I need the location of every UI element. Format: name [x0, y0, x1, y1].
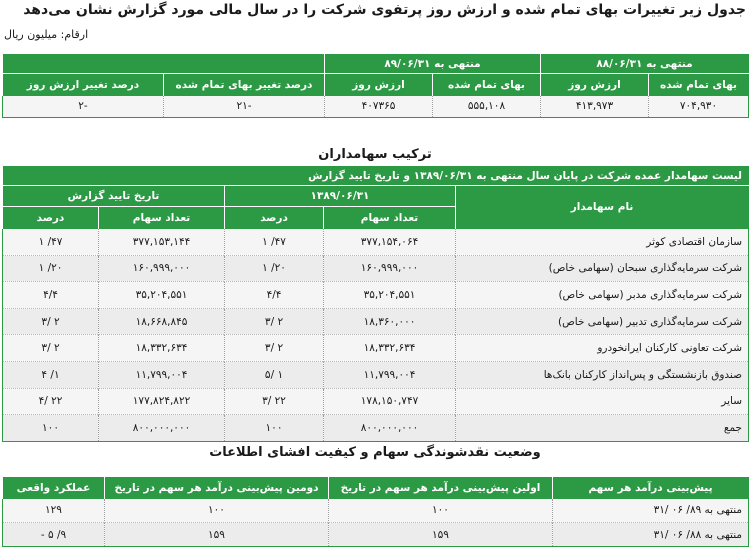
cell: ۱۰۰ — [329, 499, 553, 523]
holder-name: شرکت سرمایه‌گذاری مدبر (سهامی خاص) — [456, 282, 749, 309]
cell: ۱۸,۶۶۸,۸۴۵ — [99, 308, 225, 335]
shares-header-2: تعداد سهام — [99, 207, 225, 229]
portfolio-table — [2, 53, 749, 118]
holder-name: صندوق بازنشستگی و پس‌انداز کارکنان بانک‌ها — [456, 361, 749, 388]
cell: ۲۲ /۴ — [3, 388, 99, 415]
cell: ۱/ ۴ — [3, 361, 99, 388]
cell: ۴۷/ ۱ — [225, 229, 324, 256]
table-row — [3, 335, 749, 362]
cell: ۲ /۳ — [225, 335, 324, 362]
cell: ۴۱۳,۹۷۳ — [541, 96, 649, 118]
cell: ۳۵,۲۰۴,۵۵۱ — [99, 282, 225, 309]
first-forecast-header: اولین پیش‌بینی درآمد هر سهم در تاریخ — [329, 477, 553, 499]
unit-label: ارقام: میلیون ریال — [4, 28, 89, 41]
cost-header-2: بهای تمام شده — [433, 74, 541, 96]
table-row — [3, 282, 749, 309]
percent-header-1: درصد — [225, 207, 324, 229]
cell: ۱۵۹ — [329, 523, 553, 547]
cell: ۸۰۰,۰۰۰,۰۰۰ — [99, 415, 225, 442]
shareholders-heading: ترکیب سهامداران — [318, 147, 432, 162]
cell: ۴/۴ — [225, 282, 324, 309]
cell: ۱۶۰,۹۹۹,۰۰۰ — [99, 255, 225, 282]
cell: ۲۰/ ۱ — [225, 255, 324, 282]
eps-forecast-header: پیش‌بینی درآمد هر سهم — [553, 477, 749, 499]
cell: ۱ /۵ — [225, 361, 324, 388]
change-header-blank — [3, 54, 325, 74]
cell: ۱۸,۳۳۲,۶۳۴ — [324, 335, 456, 362]
cell: ۲ /۳ — [3, 335, 99, 362]
cell: ۱۲۹ — [3, 499, 105, 523]
shareholders-table — [2, 165, 749, 442]
market-header-1: ارزش روز — [541, 74, 649, 96]
holder-name: سایر — [456, 388, 749, 415]
cell: ۱۰۰ — [225, 415, 324, 442]
table-row — [3, 229, 749, 256]
period-2-header: منتهی به ۸۹/۰۶/۳۱ — [325, 54, 541, 74]
period-1-header: منتهی به ۸۸/۰۶/۳۱ — [541, 54, 749, 74]
cell: ۱۰۰ — [105, 499, 329, 523]
cell: ۲ /۳ — [3, 308, 99, 335]
market-header-2: ارزش روز — [325, 74, 433, 96]
holder-name: جمع — [456, 415, 749, 442]
cell: ۴۷/ ۱ — [3, 229, 99, 256]
holder-name: شرکت سرمایه‌گذاری تدبیر (سهامی خاص) — [456, 308, 749, 335]
holder-name: سازمان اقتصادی کوثر — [456, 229, 749, 256]
cell: ۱۸,۳۶۰,۰۰۰ — [324, 308, 456, 335]
cell: ۵۵۵,۱۰۸ — [433, 96, 541, 118]
date2-header: تاریخ تایید گزارش — [3, 186, 225, 207]
cell: ۳۵,۲۰۴,۵۵۱ — [324, 282, 456, 309]
table-row — [3, 523, 749, 547]
table-row — [3, 499, 749, 523]
percent-header-2: درصد — [3, 207, 99, 229]
cost-change-header: درصد تغییر بهای تمام شده — [164, 74, 325, 96]
holder-header: نام سهامدار — [456, 186, 749, 229]
period-cell: منتهی به ۸۸/ ۰۶ /۳۱ — [553, 523, 749, 547]
table-row — [3, 415, 749, 442]
table-row — [3, 255, 749, 282]
holder-name: شرکت تعاونی کارکنان ایرانخودرو — [456, 335, 749, 362]
cell: ۱۷۸,۱۵۰,۷۴۷ — [324, 388, 456, 415]
cell: ۳۷۷,۱۵۳,۱۴۴ — [99, 229, 225, 256]
table-row — [3, 388, 749, 415]
cell: ۱۱,۷۹۹,۰۰۴ — [324, 361, 456, 388]
cell: ۲۰/ ۱ — [3, 255, 99, 282]
cell: -۲۱ — [164, 96, 325, 118]
table-row — [3, 308, 749, 335]
cell: ۸۰۰,۰۰۰,۰۰۰ — [324, 415, 456, 442]
actual-header: عملکرد واقعی — [3, 477, 105, 499]
cell: ۲ /۳ — [225, 308, 324, 335]
cell: ۹/ ۵ - — [3, 523, 105, 547]
page-title: جدول زیر تغییرات بهای تمام شده و ارزش روز پرتفوی شرکت را در سال مالی مورد گزارش نشان می‌دهد — [23, 2, 746, 18]
cell: ۷۰۴,۹۳۰ — [649, 96, 749, 118]
cell: ۱۷۷,۸۲۴,۸۲۲ — [99, 388, 225, 415]
date1-header: ۱۳۸۹/۰۶/۳۱ — [225, 186, 456, 207]
cell: -۲ — [3, 96, 164, 118]
eps-table — [2, 476, 749, 547]
cell: ۳۷۷,۱۵۴,۰۶۴ — [324, 229, 456, 256]
shares-header-1: تعداد سهام — [324, 207, 456, 229]
cell: ۴/۴ — [3, 282, 99, 309]
period-cell: منتهی به ۸۹/ ۰۶ /۳۱ — [553, 499, 749, 523]
table-row — [3, 96, 749, 118]
cell: ۱۸,۳۳۲,۶۳۴ — [99, 335, 225, 362]
cell: ۱۰۰ — [3, 415, 99, 442]
cell: ۱۵۹ — [105, 523, 329, 547]
market-change-header: درصد تغییر ارزش روز — [3, 74, 164, 96]
second-forecast-header: دومین پیش‌بینی درآمد هر سهم در تاریخ — [105, 477, 329, 499]
liquidity-heading: وضعیت نقدشوندگی سهام و کیفیت افشای اطلاعات — [209, 445, 541, 460]
cost-header-1: بهای تمام شده — [649, 74, 749, 96]
cell: ۱۱,۷۹۹,۰۰۴ — [99, 361, 225, 388]
cell: ۱۶۰,۹۹۹,۰۰۰ — [324, 255, 456, 282]
holder-name: شرکت سرمایه‌گذاری سبحان (سهامی خاص) — [456, 255, 749, 282]
table-row — [3, 361, 749, 388]
shareholders-caption: لیست سهامدار عمده شرکت در پایان سال منتهی به ۱۳۸۹/۰۶/۳۱ و تاریخ تایید گزارش — [3, 166, 749, 186]
cell: ۲۲ /۳ — [225, 388, 324, 415]
cell: ۴۰۷۳۶۵ — [325, 96, 433, 118]
